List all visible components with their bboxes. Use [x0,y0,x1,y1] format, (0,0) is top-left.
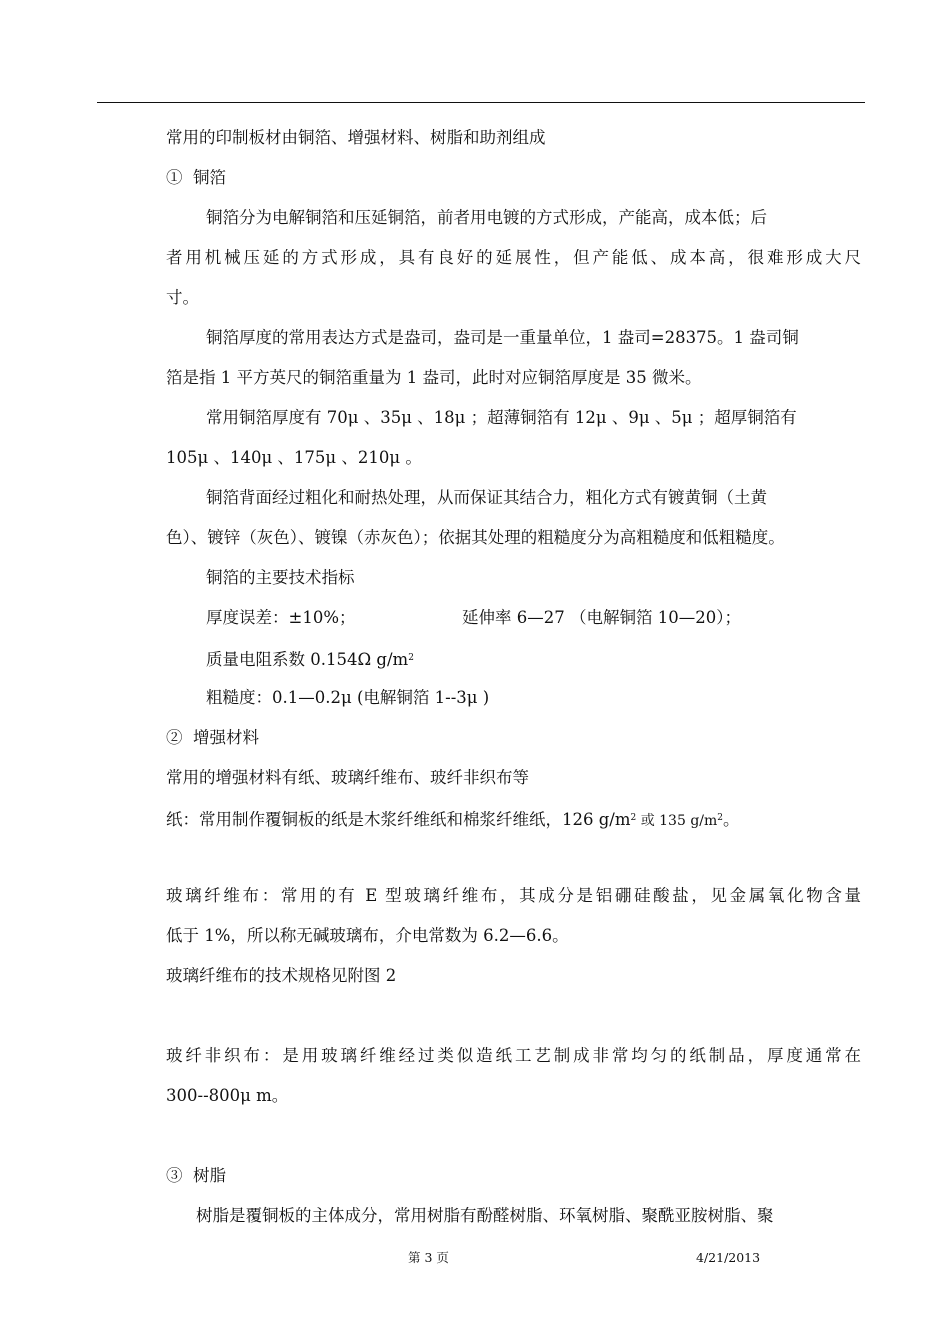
text-line: 树脂是覆铜板的主体成分，常用树脂有酚醛树脂、环氧树脂、聚酰亚胺树脂、聚 [196,1206,774,1225]
text-line: 105μ 、140μ 、175μ 、210μ 。 [166,448,422,467]
text-line: 铜箔厚度的常用表达方式是盎司，盎司是一重量单位，1 盎司=28375。1 盎司铜 [206,328,799,347]
text-line: 粗糙度：0.1—0.2μ (电解铜箔 1--3μ ) [206,688,490,707]
text-line: 箔是指 1 平方英尺的铜箔重量为 1 盎司，此时对应铜箔厚度是 35 微米。 [166,368,702,387]
text-line: 玻璃纤维布：常用的有 E 型玻璃纤维布，其成分是铝硼硅酸盐，见金属氧化物含量 [166,886,861,905]
text-line: 铜箔分为电解铜箔和压延铜箔，前者用电镀的方式形成，产能高，成本低；后 [206,208,767,227]
text-span: 或 135 g/m [636,813,718,829]
text-line: 常用的增强材料有纸、玻璃纤维布、玻纤非织布等 [166,768,529,787]
text-line: 玻璃纤维布的技术规格见附图 2 [166,966,397,985]
text-line: 铜箔背面经过粗化和耐热处理，从而保证其结合力，粗化方式有镀黄铜（土黄 [206,488,767,507]
section-heading-copper-foil: ① 铜箔 [166,168,226,187]
text-line: 厚度误差：±10%； [206,608,356,627]
text-span: 。 [723,810,740,829]
text-line [206,648,414,670]
text-line: 寸。 [166,288,199,307]
section-heading-reinforcement: ② 增强材料 [166,728,259,747]
text-span: 纸：常用制作覆铜板的纸是木浆纤维纸和棉浆纤维纸，126 g/m [166,810,631,829]
text-span: 质量电阻系数 0.154Ω g/m [206,650,409,669]
text-line: 铜箔的主要技术指标 [206,568,355,587]
text-line: 者用机械压延的方式形成，具有良好的延展性，但产能低、成本高，很难形成大尺 [166,248,861,267]
text-line: 常用铜箔厚度有 70μ 、35μ 、18μ ；超薄铜箔有 12μ 、9μ 、5μ ；超厚铜箔有 [206,408,797,427]
header-rule [97,102,865,103]
page-number: 第 3 页 [408,1250,449,1265]
text-line: 低于 1%，所以称无碱玻璃布，介电常数为 6.2—6.6。 [166,926,569,945]
text-line: 色）、镀锌（灰色）、镀镍（赤灰色）；依据其处理的粗糙度分为高粗糙度和低粗糙度。 [166,528,785,547]
superscript: 2 [630,813,637,823]
text-line: 300--800μ m。 [166,1086,289,1105]
section-heading-resin: ③ 树脂 [166,1166,226,1185]
text-line: 玻纤非织布：是用玻璃纤维经过类似造纸工艺制成非常均匀的纸制品，厚度通常在 [166,1046,861,1065]
text-line: 常用的印制板材由铜箔、增强材料、树脂和助剂组成 [166,128,546,147]
text-line [166,808,740,831]
superscript: 2 [408,653,414,663]
text-line: 延伸率 6—27 （电解铜箔 10—20）； [462,608,741,627]
footer-date: 4/21/2013 [696,1250,761,1265]
superscript: 2 [717,813,724,823]
